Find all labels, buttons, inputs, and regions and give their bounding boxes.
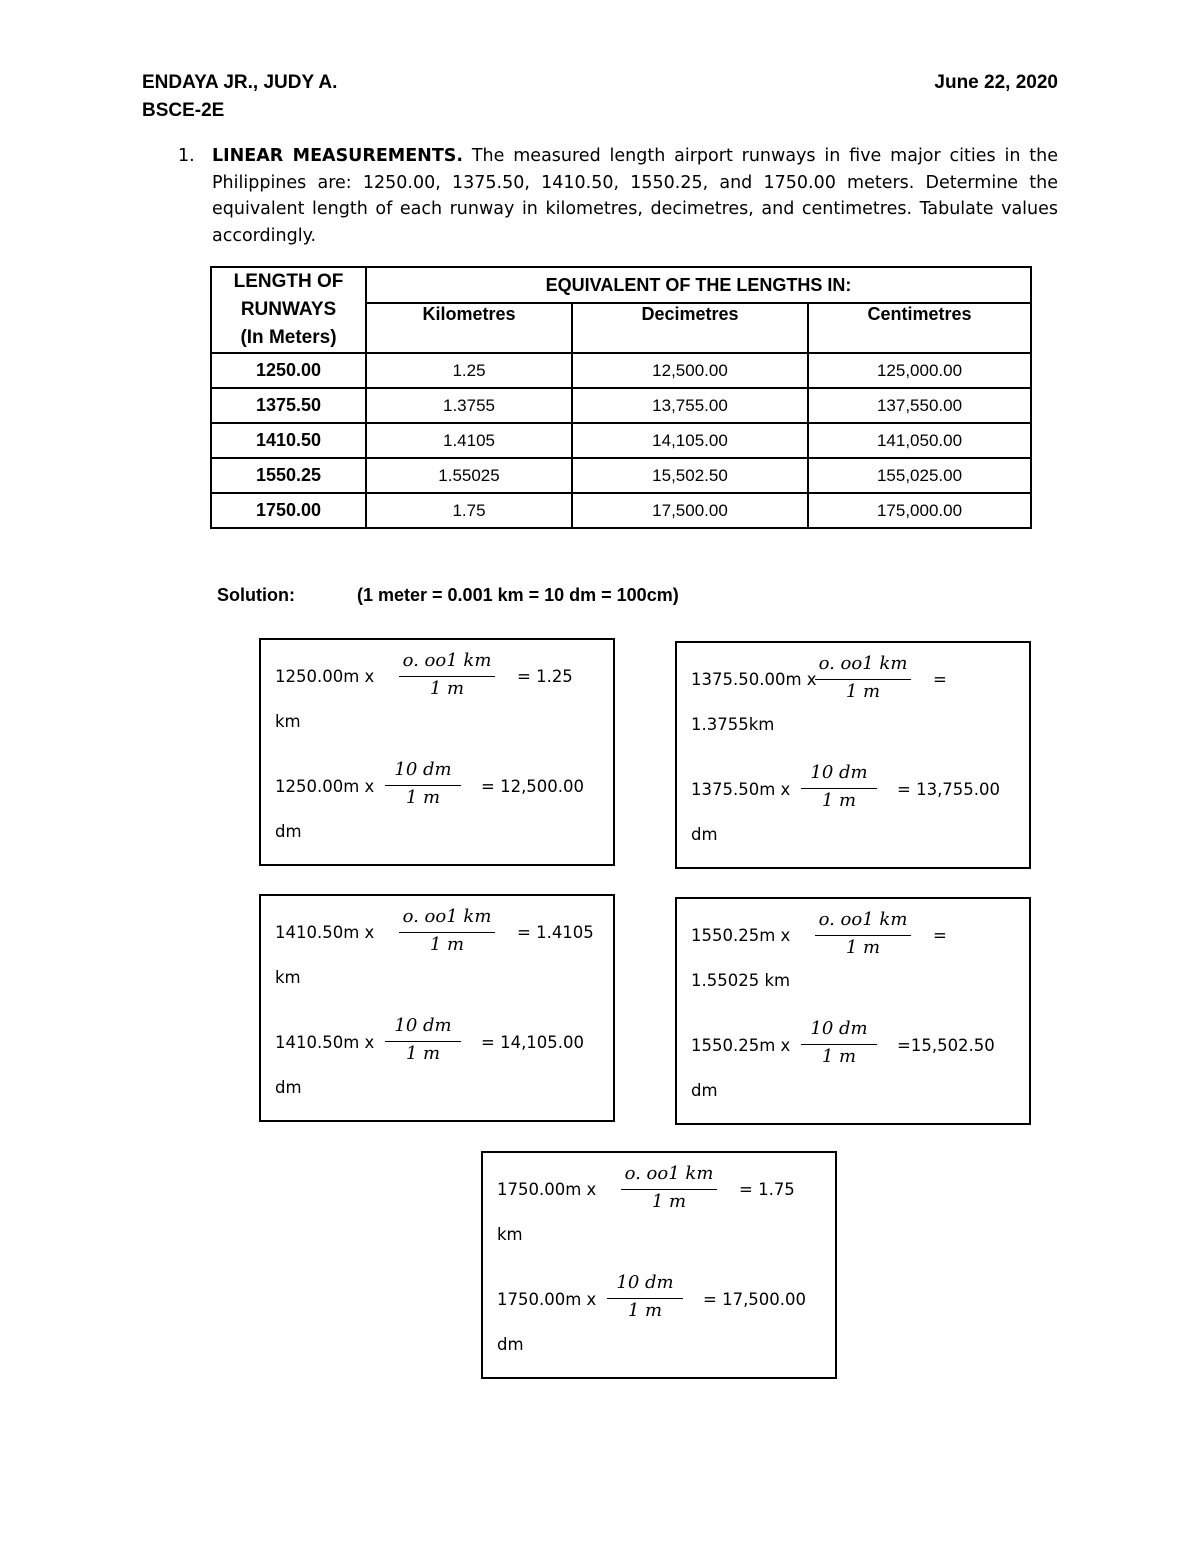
- dm-fraction: [801, 760, 877, 813]
- length-cell: 1410.50: [211, 423, 366, 458]
- fraction-denominator: 1 m: [845, 937, 881, 958]
- dm-fraction: [385, 757, 461, 810]
- cm-cell: 141,050.00: [808, 423, 1031, 458]
- dm-calc-lhs: 1550.25m x: [691, 1036, 791, 1055]
- equivalent-header: EQUIVALENT OF THE LENGTHS IN:: [366, 267, 1031, 303]
- dm-cell: 12,500.00: [572, 353, 808, 388]
- dm-calc-unit: dm: [691, 825, 718, 844]
- fraction-numerator: 10 dm: [394, 1015, 452, 1036]
- table-row: [211, 388, 1031, 423]
- km-fraction: [815, 907, 911, 960]
- fraction-denominator: 1 m: [429, 678, 465, 699]
- fraction-denominator: 1 m: [627, 1300, 663, 1321]
- length-cell: 1375.50: [211, 388, 366, 423]
- solution-label: Solution:: [217, 585, 295, 605]
- km-fraction: [399, 648, 495, 701]
- calculation-box: [481, 1151, 837, 1379]
- km-calc-unit: km: [275, 968, 301, 987]
- fraction-numerator: o. oo1 km: [402, 650, 492, 671]
- km-calc-lhs: 1375.50.00m x: [691, 670, 817, 689]
- cm-cell: 155,025.00: [808, 458, 1031, 493]
- dm-cell: 15,502.50: [572, 458, 808, 493]
- fraction-numerator: o. oo1 km: [402, 906, 492, 927]
- cm-cell: 175,000.00: [808, 493, 1031, 528]
- fraction-denominator: 1 m: [821, 790, 857, 811]
- dm-calc-unit: dm: [275, 822, 302, 841]
- calculation-box: [675, 641, 1031, 869]
- length-column-header: [211, 267, 366, 353]
- km-cell: 1.25: [366, 353, 572, 388]
- fraction-denominator: 1 m: [821, 1046, 857, 1067]
- conversion-factor: (1 meter = 0.001 km = 10 dm = 100cm): [357, 585, 679, 605]
- dm-calc-unit: dm: [497, 1335, 524, 1354]
- dm-cell: 13,755.00: [572, 388, 808, 423]
- dm-fraction: [385, 1013, 461, 1066]
- km-fraction: [621, 1161, 717, 1214]
- km-calc-lhs: 1410.50m x: [275, 923, 375, 942]
- km-calc-result: = 1.4105: [517, 923, 594, 942]
- centimetres-header: Centimetres: [808, 303, 1031, 353]
- author-name: ENDAYA JR., JUDY A.: [142, 72, 338, 93]
- km-calc-lhs: 1250.00m x: [275, 667, 375, 686]
- km-cell: 1.75: [366, 493, 572, 528]
- dm-calc-lhs: 1750.00m x: [497, 1290, 597, 1309]
- fraction-denominator: 1 m: [845, 681, 881, 702]
- km-calc-lhs: 1750.00m x: [497, 1180, 597, 1199]
- km-cell: 1.3755: [366, 388, 572, 423]
- km-calc-result: = 1.75: [739, 1180, 795, 1199]
- fraction-numerator: 10 dm: [810, 1018, 868, 1039]
- table-row: [211, 423, 1031, 458]
- dm-calc-unit: dm: [275, 1078, 302, 1097]
- fraction-numerator: 10 dm: [394, 759, 452, 780]
- dm-calc-result: = 13,755.00: [897, 780, 1001, 799]
- dm-calc-result: = 14,105.00: [481, 1033, 585, 1052]
- fraction-numerator: o. oo1 km: [624, 1163, 714, 1184]
- length-cell: 1250.00: [211, 353, 366, 388]
- dm-calc-lhs: 1410.50m x: [275, 1033, 375, 1052]
- decimetres-header: Decimetres: [572, 303, 808, 353]
- km-calc-result: =: [933, 670, 947, 689]
- dm-calc-unit: dm: [691, 1081, 718, 1100]
- table-row: [211, 458, 1031, 493]
- dm-calc-result: =15,502.50: [897, 1036, 995, 1055]
- fraction-numerator: 10 dm: [616, 1272, 674, 1293]
- fraction-denominator: 1 m: [405, 787, 441, 808]
- table-row: [211, 493, 1031, 528]
- fraction-numerator: 10 dm: [810, 762, 868, 783]
- km-fraction: [815, 651, 911, 704]
- problem-body: The measured length airport runways in five major cities in the Philippines are: 1250.00, 1375.50, 1410.50, 1550.25, and 1750.00 meters. Determine the equivalent length of each runway in kilometres, decimetres, and centimetres. Tabulate values accordingly.: [212, 146, 1058, 246]
- km-calc-result: = 1.25: [517, 667, 573, 686]
- dm-fraction: [801, 1016, 877, 1069]
- kilometres-header: Kilometres: [366, 303, 572, 353]
- fraction-numerator: o. oo1 km: [818, 909, 908, 930]
- dm-fraction: [607, 1270, 683, 1323]
- length-header-line: (In Meters): [240, 327, 337, 348]
- fraction-denominator: 1 m: [651, 1191, 687, 1212]
- document-date: June 22, 2020: [934, 72, 1058, 93]
- calculation-box: [259, 638, 615, 866]
- km-cell: 1.4105: [366, 423, 572, 458]
- table-row: [211, 353, 1031, 388]
- km-calc-unit: km: [497, 1225, 523, 1244]
- dm-cell: 17,500.00: [572, 493, 808, 528]
- km-cell: 1.55025: [366, 458, 572, 493]
- fraction-numerator: o. oo1 km: [818, 653, 908, 674]
- km-calc-unit: 1.3755km: [691, 715, 775, 734]
- length-cell: 1550.25: [211, 458, 366, 493]
- problem-title: LINEAR MEASUREMENTS.: [212, 146, 464, 166]
- km-calc-unit: km: [275, 712, 301, 731]
- calculation-box: [675, 897, 1031, 1125]
- fraction-denominator: 1 m: [429, 934, 465, 955]
- problem-statement: [178, 143, 1058, 249]
- dm-calc-lhs: 1375.50m x: [691, 780, 791, 799]
- km-calc-lhs: 1550.25m x: [691, 926, 791, 945]
- course-section: BSCE-2E: [142, 100, 225, 121]
- cm-cell: 125,000.00: [808, 353, 1031, 388]
- dm-calc-lhs: 1250.00m x: [275, 777, 375, 796]
- dm-calc-result: = 12,500.00: [481, 777, 585, 796]
- dm-calc-result: = 17,500.00: [703, 1290, 807, 1309]
- km-calc-unit: 1.55025 km: [691, 971, 791, 990]
- fraction-denominator: 1 m: [405, 1043, 441, 1064]
- problem-text-block: [212, 143, 1058, 249]
- dm-cell: 14,105.00: [572, 423, 808, 458]
- length-cell: 1750.00: [211, 493, 366, 528]
- length-header-line: LENGTH OF: [233, 271, 344, 292]
- calculation-box: [259, 894, 615, 1122]
- km-calc-result: =: [933, 926, 947, 945]
- runway-conversion-table: [210, 266, 1032, 529]
- problem-number: 1.: [178, 146, 195, 166]
- cm-cell: 137,550.00: [808, 388, 1031, 423]
- length-header-line: RUNWAYS: [240, 299, 337, 320]
- km-fraction: [399, 904, 495, 957]
